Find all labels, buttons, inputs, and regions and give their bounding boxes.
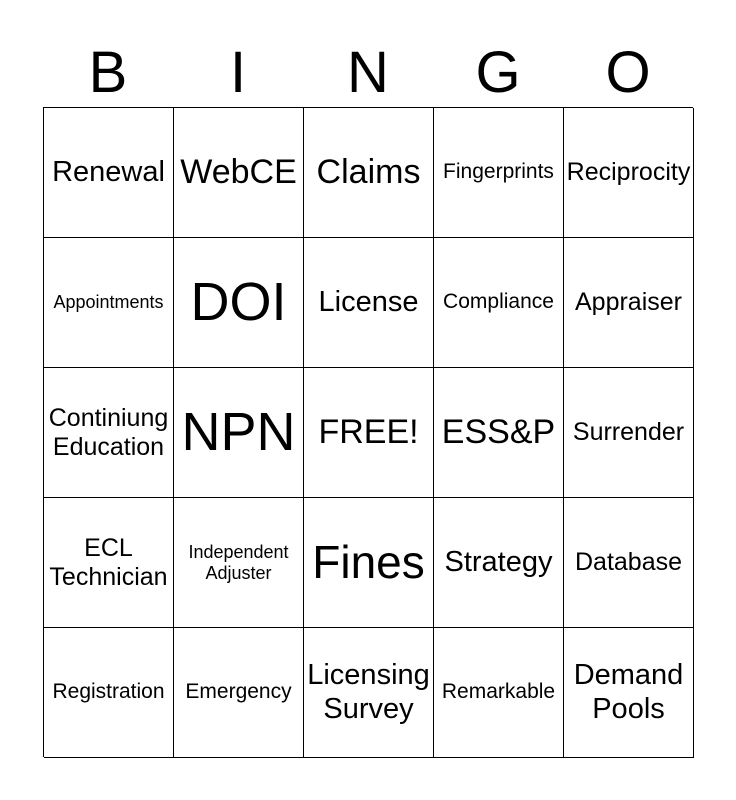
bingo-cell-r4-c4[interactable] xyxy=(434,498,564,628)
cell-label: Strategy xyxy=(444,545,553,578)
cell-label: FREE! xyxy=(318,412,419,451)
header-letter-g: G xyxy=(475,40,521,105)
cell-label: NPN xyxy=(181,402,296,463)
bingo-cell-r2-c1[interactable] xyxy=(44,238,174,368)
cell-label: Claims xyxy=(316,152,421,191)
cell-label: Licensing Survey xyxy=(307,659,430,725)
bingo-cell-r4-c1[interactable] xyxy=(44,498,174,628)
bingo-cell-r3-c1[interactable] xyxy=(44,368,174,498)
cell-label: Demand Pools xyxy=(573,659,684,725)
cell-label: Remarkable xyxy=(441,680,556,704)
cell-label: Registration xyxy=(52,680,165,704)
bingo-cell-r5-c3[interactable] xyxy=(304,628,434,758)
cell-label: Surrender xyxy=(572,418,685,447)
cell-label: DOI xyxy=(190,272,287,333)
bingo-cell-r1-c4[interactable] xyxy=(434,108,564,238)
bingo-cell-r2-c5[interactable] xyxy=(564,238,694,368)
bingo-cell-r5-c2[interactable] xyxy=(174,628,304,758)
bingo-cell-r4-c2[interactable] xyxy=(174,498,304,628)
bingo-cell-r2-c2[interactable] xyxy=(174,238,304,368)
cell-label: Reciprocity xyxy=(566,158,691,187)
bingo-cell-r4-c3[interactable] xyxy=(304,498,434,628)
bingo-board xyxy=(43,107,693,757)
cell-label: Independent Adjuster xyxy=(188,541,289,583)
bingo-cell-r5-c4[interactable] xyxy=(434,628,564,758)
bingo-cell-r3-c5[interactable] xyxy=(564,368,694,498)
cell-label: Fingerprints xyxy=(443,160,554,184)
bingo-cell-r2-c3[interactable] xyxy=(304,238,434,368)
cell-label: Fines xyxy=(312,536,425,589)
cell-label: Database xyxy=(574,548,683,577)
bingo-cell-r1-c3[interactable] xyxy=(304,108,434,238)
bingo-cell-r1-c2[interactable] xyxy=(174,108,304,238)
cell-label: Appraiser xyxy=(575,288,682,317)
cell-label: Compliance xyxy=(443,290,554,314)
header-letter-o: O xyxy=(605,40,651,105)
bingo-cell-r2-c4[interactable] xyxy=(434,238,564,368)
cell-label: Appointments xyxy=(53,292,164,313)
bingo-cell-r3-c4[interactable] xyxy=(434,368,564,498)
cell-label: Renewal xyxy=(52,155,165,188)
cell-label: ECL Technician xyxy=(49,533,168,591)
header-letter-n: N xyxy=(347,40,389,105)
bingo-header xyxy=(43,40,693,106)
cell-label: Continiung Education xyxy=(48,403,169,461)
header-letter-i: I xyxy=(229,40,247,105)
cell-label: License xyxy=(318,285,419,318)
bingo-cell-r4-c5[interactable] xyxy=(564,498,694,628)
header-letter-b: B xyxy=(88,40,128,105)
bingo-cell-r1-c1[interactable] xyxy=(44,108,174,238)
cell-label: Emergency xyxy=(185,680,292,704)
cell-label: WebCE xyxy=(180,152,297,191)
bingo-cell-r5-c5[interactable] xyxy=(564,628,694,758)
cell-label: ESS&P xyxy=(441,412,556,451)
bingo-cell-r5-c1[interactable] xyxy=(44,628,174,758)
bingo-cell-r1-c5[interactable] xyxy=(564,108,694,238)
bingo-cell-r3-c3[interactable] xyxy=(304,368,434,498)
bingo-cell-r3-c2[interactable] xyxy=(174,368,304,498)
